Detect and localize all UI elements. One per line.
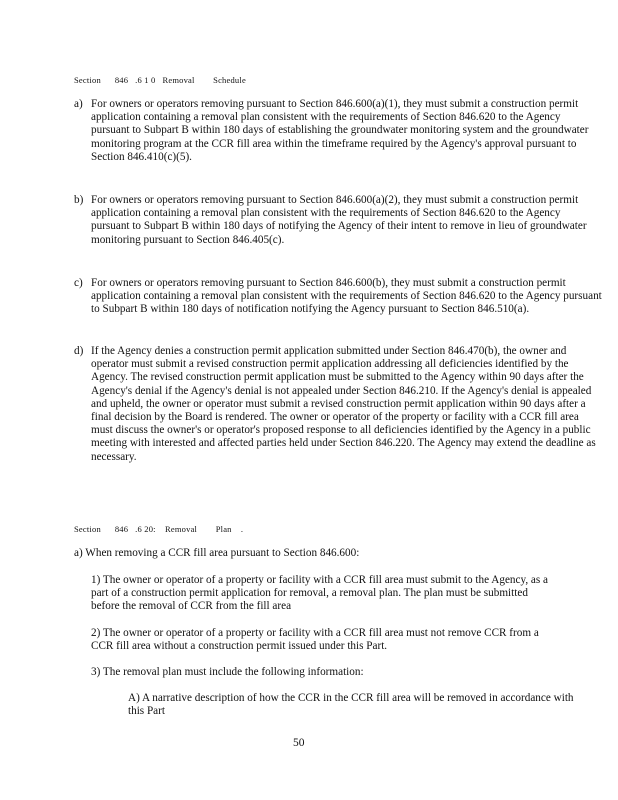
paragraph-text: If the Agency denies a construction permit application submitted under Section 846.470(b), the owner and operator must submit a revised construction permit application addressing all deficiencies identified by the Agency. The revised construction permit application must be submitted to the Agency within 90 days after the Agency's denial if the Agency's denial is not appealed under Section 846.210. If the Agency's denial is appealed and upheld, the owner or operator must submit a revised construction permit application within 90 days after a final decision by the Board is rendered. The owner or operator of the property or facility with a CCR fill area must discuss the owner's or operator's proposed response to all deficiencies identified by the Agency in a public meeting with interested and affected parties held under Section 846.220. The Agency may extend the deadline as necessary. — [91, 345, 596, 463]
page-number: 50 — [293, 737, 305, 749]
paragraph-b — [74, 194, 596, 247]
section-846-620-heading: Section 846 .6 20: Removal Plan . — [74, 524, 244, 534]
item-1 — [91, 574, 551, 614]
paragraph-text: For owners or operators removing pursuant to Section 846.600(a)(1), they must submit a construction permit application containing a removal plan consistent with the requirements of Section 846.620 to the Agency pursuant to Subpart B within 180 days of establishing the groundwater monitoring system and the groundwater monitoring program at the CCR fill area within the timeframe required by the Agency's approval pursuant to Section 846.410(c)(5). — [91, 98, 589, 163]
paragraph-label: d) — [74, 345, 84, 357]
paragraph-d — [74, 345, 603, 464]
paragraph-text: For owners or operators removing pursuant to Section 846.600(b), they must submit a construction permit application containing a removal plan consistent with the requirements of Section 846.620 to the Agency pursuant to Subpart B within 180 days of notification notifying the Agency pursuant to Section 846.510(a). — [91, 277, 602, 316]
item-text: 1) The owner or operator of a property or facility with a CCR fill area must submit to the Agency, as a part of a construction permit application for removal, a removal plan. The plan must be submitted before the removal of CCR from the fill area — [91, 574, 549, 613]
paragraph-label: b) — [74, 194, 84, 206]
item-text: 2) The owner or operator of a property or facility with a CCR fill area must not remove CCR from a CCR fill area without a construction permit issued under this Part. — [91, 627, 539, 653]
paragraph-a — [74, 98, 596, 164]
item-text: 3) The removal plan must include the following information: — [91, 666, 364, 678]
item-2 — [91, 627, 551, 653]
paragraph-label: c) — [74, 277, 83, 289]
paragraph-c — [74, 277, 603, 317]
item-3 — [91, 666, 551, 679]
paragraph-label: a) — [74, 98, 83, 110]
subsection-a-intro: a) When removing a CCR fill area pursuant to Section 846.600: — [74, 547, 360, 559]
paragraph-text: For owners or operators removing pursuant to Section 846.600(a)(2), they must submit a construction permit application containing a removal plan consistent with the requirements of Section 846.620 to the Agency pursuant to Subpart B within 180 days of notifying the Agency of their intent to remove in lieu of groundwater monitoring pursuant to Section 846.405(c). — [91, 194, 587, 246]
item-3-a — [128, 692, 588, 718]
item-text: A) A narrative description of how the CCR in the CCR fill area will be removed in accordance with this Part — [128, 692, 574, 718]
section-846-610-heading: Section 846 .6 1 0 Removal Schedule — [74, 75, 246, 85]
